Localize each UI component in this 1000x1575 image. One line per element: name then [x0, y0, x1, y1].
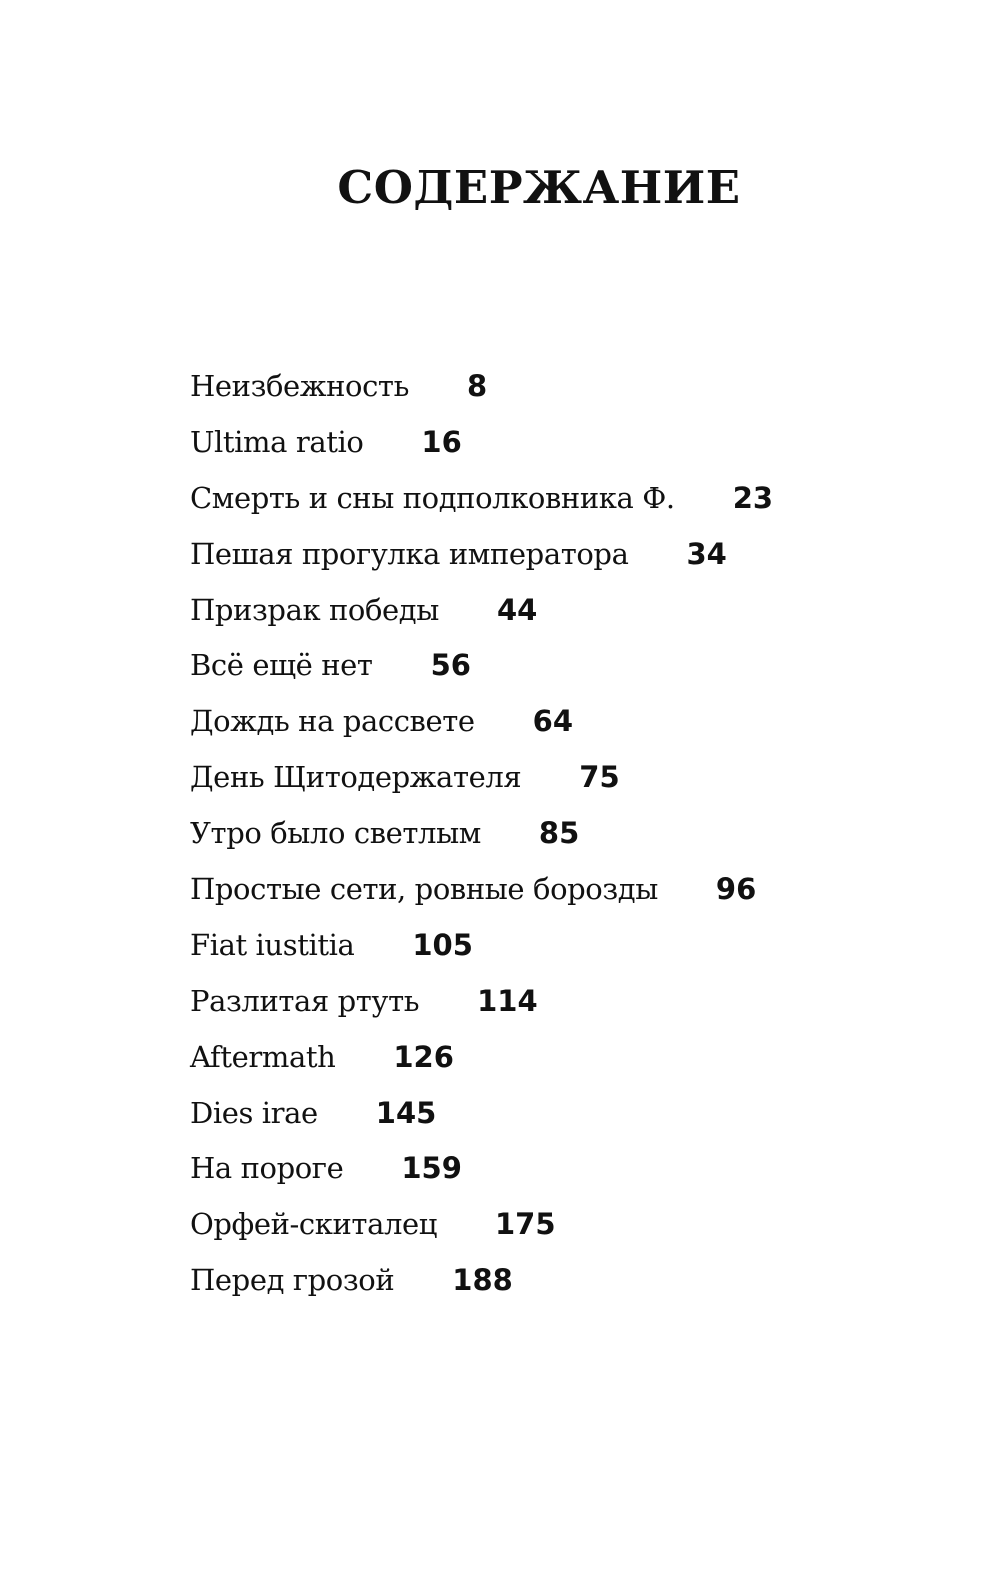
toc-entry-page: 114 — [477, 983, 538, 1018]
toc-entry-page: 96 — [715, 872, 757, 907]
toc-entry — [190, 1029, 890, 1085]
toc-entry-page: 75 — [579, 760, 620, 795]
toc-entry-page: 8 — [466, 369, 488, 403]
toc-entry — [190, 805, 890, 861]
toc-entry-title: Всё ещё нет — [190, 648, 373, 683]
toc-entry-title: Пешая прогулка императора — [190, 536, 629, 571]
toc-entry-page: 56 — [430, 648, 471, 683]
toc-entry — [190, 1252, 890, 1308]
toc-entry — [190, 526, 890, 582]
toc-entry-page: 175 — [495, 1207, 556, 1242]
toc-entry-title: Дождь на рассвете — [190, 704, 475, 739]
toc-entry-page: 159 — [401, 1151, 462, 1186]
toc-entry-title: Ultima ratio — [190, 424, 364, 459]
toc-entry — [190, 1196, 890, 1252]
toc-entry-title: Aftermath — [190, 1039, 336, 1074]
toc-entry-page: 85 — [538, 816, 580, 851]
toc-entry-title: Fiat iustitia — [190, 927, 355, 962]
toc-entry-title: Неизбежность — [190, 369, 409, 403]
toc-entry — [190, 917, 890, 973]
toc-entry-title: Простые сети, ровные борозды — [190, 872, 658, 907]
toc-entry-title: Смерть и сны подполковника Ф. — [190, 480, 675, 515]
toc-entry — [190, 693, 890, 749]
toc-entry — [190, 358, 890, 414]
toc-entry-title: Призрак победы — [190, 592, 439, 627]
toc-entry — [190, 861, 890, 917]
toc-entry-page: 188 — [452, 1263, 513, 1298]
toc-entry — [190, 414, 890, 470]
toc-entry — [190, 1085, 890, 1141]
toc-entry-title: Разлитая ртуть — [190, 983, 420, 1018]
toc-entry-title: Орфей-скиталец — [190, 1207, 437, 1242]
toc-entry — [190, 637, 890, 693]
toc-entry-title: Dies irae — [190, 1095, 318, 1130]
toc-entry-page: 105 — [412, 927, 473, 962]
toc-entry — [190, 973, 890, 1029]
toc-entry-title: Перед грозой — [190, 1263, 395, 1298]
toc-entry-page: 23 — [732, 480, 774, 515]
toc-entry-title: На пороге — [190, 1151, 344, 1186]
toc-entry-page: 16 — [421, 424, 462, 459]
table-of-contents — [190, 358, 890, 1308]
toc-entry-page: 64 — [532, 704, 574, 739]
toc-entry — [190, 1140, 890, 1196]
toc-entry-page: 44 — [496, 592, 538, 627]
toc-entry — [190, 470, 890, 526]
toc-entry — [190, 582, 890, 638]
toc-entry-page: 126 — [393, 1039, 454, 1074]
toc-entry-page: 34 — [686, 536, 727, 571]
toc-entry-title: Утро было светлым — [190, 816, 481, 851]
toc-entry-page: 145 — [375, 1095, 437, 1130]
page-title: СОДЕРЖАНИЕ — [337, 161, 741, 214]
toc-entry — [190, 749, 890, 805]
toc-entry-title: День Щитодержателя — [190, 760, 522, 795]
